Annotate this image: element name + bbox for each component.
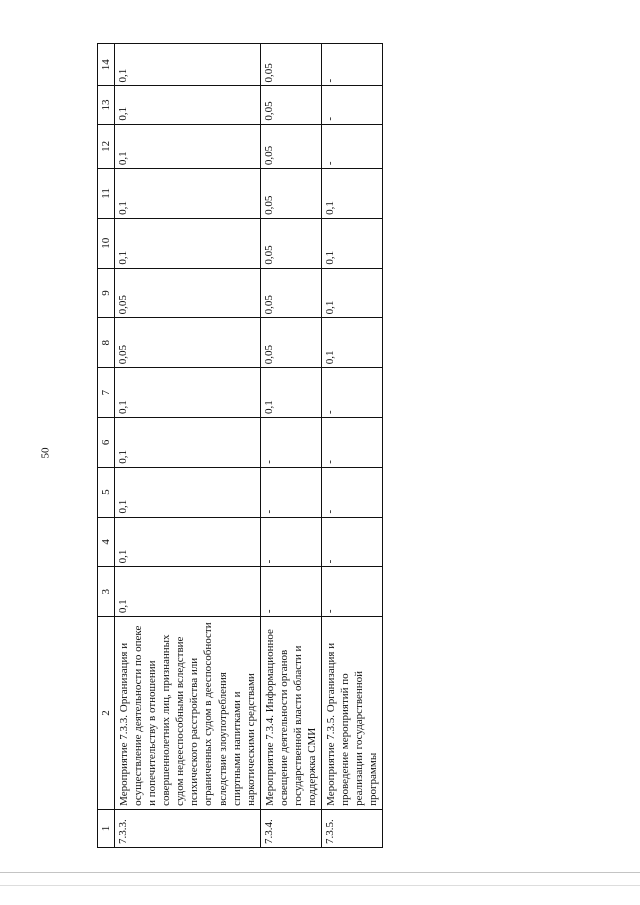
header-cell: 6 [98, 417, 115, 467]
value-cell: 0,05 [115, 268, 261, 318]
header-cell: 11 [98, 169, 115, 219]
header-cell: 10 [98, 218, 115, 268]
value-cell: 0,1 [115, 368, 261, 418]
value-cell: 0,1 [322, 169, 383, 219]
value-cell: 0,05 [260, 169, 321, 219]
program-table [97, 43, 383, 848]
header-cell: 9 [98, 268, 115, 318]
value-cell: 0,1 [115, 124, 261, 168]
value-cell: - [260, 467, 321, 517]
header-cell: 13 [98, 86, 115, 124]
value-cell: - [322, 124, 383, 168]
value-cell: 0,05 [115, 318, 261, 368]
row-name: Мероприятие 7.3.3. Организация и осуществление деятельности по опеке и попечительству в отношении совершеннолетних лиц, признанных судом недееспособными вследствие психического расстройства или ограниченных судом в дееспособности вследствие злоупотребления спиртными напитками и наркотическими средствами [115, 617, 261, 810]
value-cell: 0,1 [322, 268, 383, 318]
value-cell: 0,05 [260, 218, 321, 268]
value-cell: 0,1 [115, 517, 261, 567]
row-code: 7.3.5. [322, 809, 383, 847]
value-cell: 0,1 [115, 417, 261, 467]
header-cell: 8 [98, 318, 115, 368]
table-row [115, 44, 261, 848]
value-cell: - [322, 467, 383, 517]
header-row [98, 44, 115, 848]
value-cell: 0,05 [260, 268, 321, 318]
header-cell: 12 [98, 124, 115, 168]
value-cell: - [260, 567, 321, 617]
value-cell: - [322, 44, 383, 86]
table-row [322, 44, 383, 848]
scan-artifact-line [0, 885, 640, 886]
row-code: 7.3.3. [115, 809, 261, 847]
value-cell: - [322, 417, 383, 467]
header-cell: 2 [98, 617, 115, 810]
scan-artifact-line [0, 872, 640, 873]
table-row [260, 44, 321, 848]
header-cell: 3 [98, 567, 115, 617]
header-cell: 7 [98, 368, 115, 418]
value-cell: - [322, 517, 383, 567]
row-code: 7.3.4. [260, 809, 321, 847]
value-cell: 0,1 [115, 218, 261, 268]
value-cell: 0,1 [322, 218, 383, 268]
value-cell: 0,05 [260, 44, 321, 86]
page-number: 50 [39, 447, 52, 459]
value-cell: 0,1 [115, 169, 261, 219]
value-cell: 0,1 [115, 467, 261, 517]
value-cell: 0,05 [260, 86, 321, 124]
value-cell: 0,1 [322, 318, 383, 368]
value-cell: - [260, 417, 321, 467]
value-cell: 0,1 [115, 567, 261, 617]
value-cell: - [322, 368, 383, 418]
header-cell: 14 [98, 44, 115, 86]
value-cell: - [322, 567, 383, 617]
value-cell: 0,1 [260, 368, 321, 418]
row-name: Мероприятие 7.3.5. Организация и проведение мероприятий по реализации государственной программы [322, 617, 383, 810]
header-cell: 5 [98, 467, 115, 517]
value-cell: 0,05 [260, 318, 321, 368]
header-cell: 1 [98, 809, 115, 847]
row-name: Мероприятие 7.3.4. Информационное освещение деятельности органов государственной власти области и поддержка СМИ [260, 617, 321, 810]
value-cell: - [322, 86, 383, 124]
value-cell: 0,1 [115, 86, 261, 124]
value-cell: 0,05 [260, 124, 321, 168]
header-cell: 4 [98, 517, 115, 567]
rotated-table-wrapper [97, 43, 380, 848]
value-cell: 0,1 [115, 44, 261, 86]
value-cell: - [260, 517, 321, 567]
